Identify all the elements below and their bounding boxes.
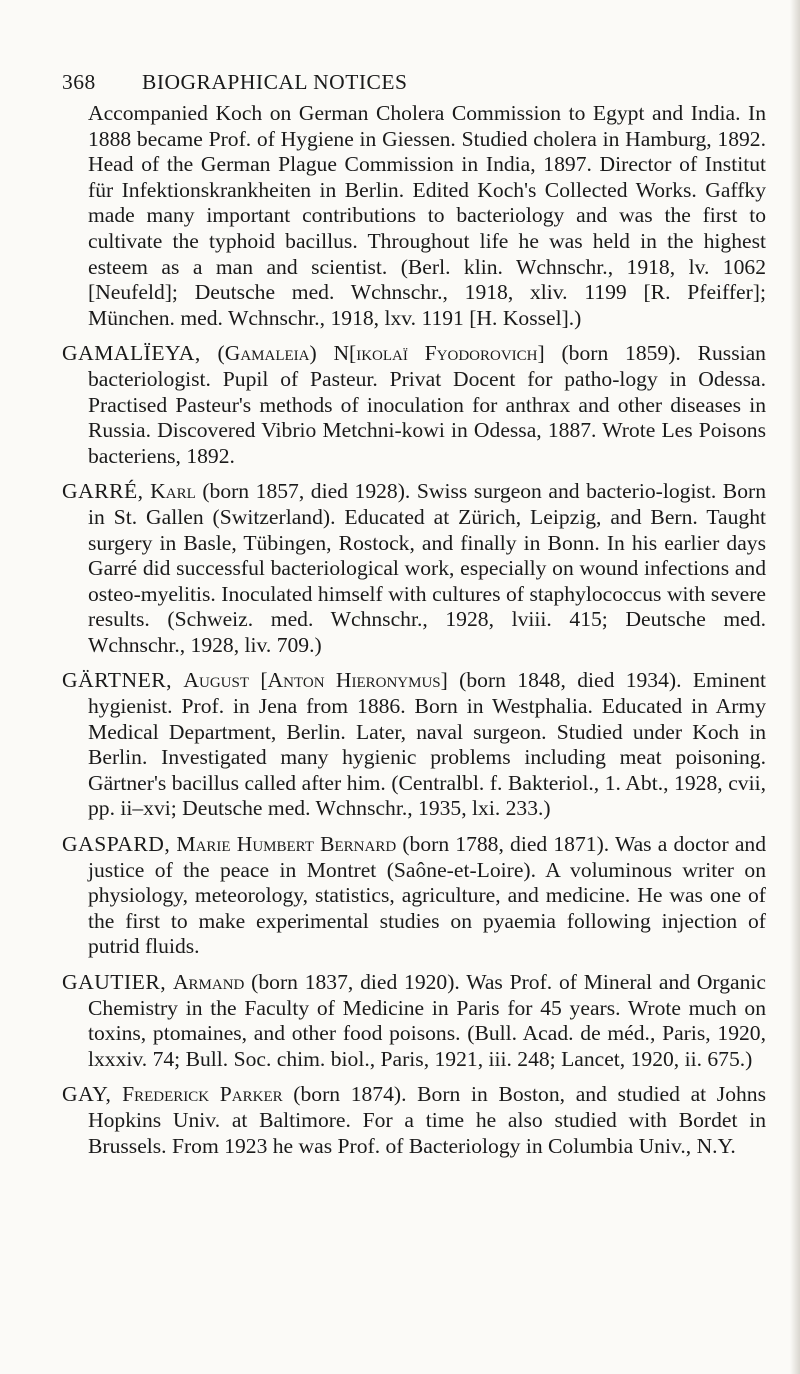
entry-given-names: August [Anton Hieronymus] [183,668,448,693]
entry-text: (born 1857, died 1928). Swiss surgeon and bacterio-logist. Born in St. Gallen (Switzerland). Educated at Zürich, Leipzig, and Bern. Taught surgery in Basle, Tübingen, Rostock, and finally in Bonn. In his earlier days Garré did successful bacteriological work, especially on wound infections and osteo-myelitis. Inoculated himself with cultures of staphylococcus with severe results. (Schweiz. med. Wchnschr., 1928, lviii. 415; Deutsche med. Wchnschr., 1928, liv. 709.) [88,479,766,657]
entry-text: (born 1859). Russian bacteriologist. Pupil of Pasteur. Privat Docent for patho-logy in Odessa. Practised Pasteur's methods of inoculation for anthrax and other diseases in Russia. Discovered Vibrio Metchni-kowi in Odessa, 1887. Wrote Les Poisons bacteriens, 1892. [88,341,766,468]
entry-gay [62,1082,766,1159]
entry-text: (born 1788, died 1871). Was a doctor and justice of the peace in Montret (Saône-et-Loire). A voluminous writer on physiology, meteorology, statistics, agriculture, and medicine. He was one of the first to make experimental studies on pyaemia following injection of putrid fluids. [88,832,766,959]
entry-text: (born 1874). Born in Boston, and studied at Johns Hopkins Univ. at Baltimore. For a time he also studied with Bordet in Brussels. From 1923 he was Prof. of Bacteriology in Columbia Univ., N.Y. [88,1082,767,1158]
running-title: BIOGRAPHICAL NOTICES [142,70,408,94]
entry-given-names: Marie Humbert Bernard [176,832,397,857]
entry-gautier [62,970,766,1072]
entry-surname: GAY, [62,1082,112,1107]
page-number: 368 [62,70,96,94]
entry-garre [62,479,766,658]
entry-surname: GAMALÏEYA, [62,341,201,366]
entry-given-names: Armand [172,970,245,994]
book-page [62,70,766,1169]
entry-given-names: Frederick Parker [122,1082,283,1107]
entry-text: Accompanied Koch on German Cholera Commission to Egypt and India. In 1888 became Prof. of Hygiene in Giessen. Studied cholera in Hamburg, 1892. Head of the German Plague Commission in India, 1897. Director of Institut für Infektionskrankheiten in Berlin. Edited Koch's Collected Works. Gaffky made many important contributions to bacteriology and was the first to cultivate the typhoid bacillus. Throughout life he was held in the highest esteem as a man and scientist. (Berl. klin. Wchnschr., 1918, lv. 1062 [Neufeld]; Deutsche med. Wchnschr., 1918, xliv. 1199 [R. Pfeiffer]; München. med. Wchnschr., 1918, lxv. 1191 [H. Kossel].) [88,101,766,330]
page-edge-shadow [790,0,800,1374]
entry-surname: GAUTIER, [62,970,167,994]
entry-surname: GASPARD, [62,832,171,857]
entry-text: (born 1848, died 1934). Eminent hygienist. Prof. in Jena from 1886. Born in Westphalia. Educated in Army Medical Department, Berlin. Later, naval surgeon. Studied under Koch in Berlin. Investigated many hygienic problems including meat poisoning. Gärtner's bacillus called after him. (Centralbl. f. Bakteriol., 1. Abt., 1928, cvii, pp. ii–xvi; Deutsche med. Wchnschr., 1935, lxi. 233.) [88,668,766,821]
entry-gaffky-continued [88,101,766,331]
entry-given-names: Karl [150,479,196,504]
entry-given-names: (Gamaleia) N[ikolaï Fyodorovich] [217,341,545,366]
entry-gamaleya [62,341,766,469]
entry-surname: GÄRTNER, [62,668,173,693]
entry-surname: GARRÉ, [62,479,144,504]
page-header [62,70,766,95]
entry-text: (born 1837, died 1920). Was Prof. of Mineral and Organic Chemistry in the Faculty of Medicine in Paris for 45 years. Wrote much on toxins, ptomaines, and other food poisons. (Bull. Acad. de méd., Paris, 1920, lxxxiv. 74; Bull. Soc. chim. biol., Paris, 1921, iii. 248; Lancet, 1920, ii. 675.) [88,970,766,1071]
entry-gaspard [62,832,766,960]
entry-gartner [62,668,766,822]
